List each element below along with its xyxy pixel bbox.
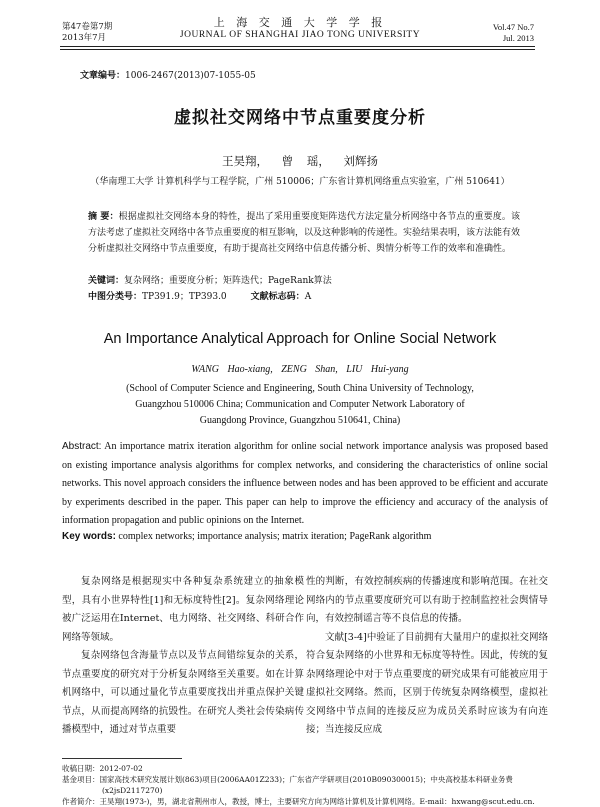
footnote-author: 作者简介：王昊翔(1973-)，男，湖北省荆州市人，教授，博士，主要研究方向为网络计算机及计算机网络。E-mail：hxwang@scut.edu.cn. [62,797,535,806]
keywords-en-text: complex networks; importance analysis; matrix iteration; PageRank algorithm [118,531,432,542]
volume-issue-en: Vol.47 No.7 [492,22,534,32]
body-paragraph: 复杂网络包含海量节点以及节点间错综复杂的关系，节点重要度的研究对于分析复杂网络至关重要。如在计算机网络中，可以通过量化节点重要度找出并重点保护关键节点，从而提高网络的抗毁性。在研究人类社会传染病传播模型中，通过对节点重要 [62,650,304,735]
body-paragraph: 性的判断，有效控制疾病的传播速度和影响范围。在社交网络内的节点重要度研究可以有助于控制监控社会舆情导向，有效控制谣言等不良信息的传播。 [306,576,548,624]
abstract-en-text: An importance matrix iteration algorithm for online social network importance analysis was proposed based on existing importance analysis algorithms for complex networks, and considering the characteristics of online social networks. This novel approach considers the influence between nodes and has been approved to be efficient and accurate by experiments described in the paper. This paper can help to improve the efficiency and accuracy of the analysis of information propagation and public opinions on the Internet. [62,441,548,527]
footnote-rule [62,758,182,759]
footnote-received: 收稿日期：2012-07-02 [62,764,143,773]
authors-en: WANG Hao-xiang, ZENG Shan, LIU Hui-yang [191,364,409,375]
authors-cn: 王昊翔， 曾 瑶， 刘辉扬 [222,154,378,168]
footnote-fund: 基金项目：国家高技术研究发展计划(863)项目(2006AA01Z233)；广东省产学研项目(2010B090300015)；中央高校基本科研业务费 [62,775,513,784]
keywords-cn [88,273,520,289]
classification-label: 中图分类号： [88,292,143,302]
article-number-value: 1006-2467(2013)07-1055-05 [125,71,256,81]
abstract-cn-label: 摘 要： [88,212,119,222]
paper-title-cn: 虚拟社交网络中节点重要度分析 [174,108,426,128]
paper-title-en: An Importance Analytical Approach for Online Social Network [103,331,497,347]
body-paragraph: 文献[3-4]中验证了目前拥有大量用户的虚拟社交网络符合复杂网络的小世界和无标度等特性。因此，传统的复杂网络理论中对于节点重要度的研究成果有可能被应用于虚拟社交网络。然而，区别于传统复杂网络模型，虚拟社交网络中节点间的连接反应为成员关系时应该为有向连接；当连接反应成 [306,631,548,735]
journal-name-cn: 上 海 交 通 大 学 学 报 [213,16,387,29]
affiliation-en [0,381,600,429]
abstract-en-label: Abstract: [62,441,102,452]
classification-line [88,289,520,305]
body-paragraph: 复杂网络是根据现实中各种复杂系统建立的抽象模型，具有小世界特性[1]和无标度特性[2]。复杂网络理论被广泛运用在Internet、电力网络、社交网络、科研合作网络等领域。 [62,576,304,643]
affiliation-cn: （华南理工大学 计算机科学与工程学院，广州 510006；广东省计算机网络重点实验室，广州 510641） [90,177,510,187]
header-rule [60,46,535,47]
keywords-cn-text: 复杂网络；重要度分析；矩阵迭代；PageRank算法 [124,276,332,286]
abstract-en [62,438,548,531]
abstract-cn [88,209,520,257]
affiliation-en-line: Guangdong Province, Guangzhou 510641, China) [199,415,401,426]
abstract-cn-text: 根据虚拟社交网络本身的特性，提出了采用重要度矩阵迭代方法定量分析网络中各节点的重要度。该方法考虑了虚拟社交网络中各节点重要度的相互影响，以及这种影响的传递性。实验结果表明，该方法能有效分析虚拟社交网络中节点重要度，有助于提高社交网络中信息传播分析、舆情分析等工作的效率和准确性。 [88,212,521,254]
document-code-value: A [304,292,312,302]
header-rule-thin [60,49,535,50]
journal-name-en: JOURNAL OF SHANGHAI JIAO TONG UNIVERSITY [179,30,421,40]
footnote-fund-cont: (x2jsD2117270) [102,786,163,795]
classification-value: TP391.9；TP393.0 [142,292,227,302]
affiliation-en-line: Guangzhou 510006 China; Communication and Computer Network Laboratory of [135,399,465,410]
journal-volume-info-en [493,22,534,44]
keywords-en-label: Key words: [62,531,116,542]
publication-date-en: Jul. 2013 [502,33,534,43]
footnotes [62,763,552,807]
publication-date: 2013年7月 [62,33,107,43]
document-code-label: 文献标志码： [250,292,305,302]
volume-issue: 第47卷第7期 [62,22,113,32]
body-column-right [306,573,548,740]
affiliation-en-line: (School of Computer Science and Engineering, South China University of Technology, [126,383,474,394]
keywords-en [62,529,548,545]
body-column-left [62,573,304,740]
article-number-label: 文章编号： [80,71,126,81]
keywords-cn-label: 关键词： [88,276,125,286]
article-number [80,68,256,81]
